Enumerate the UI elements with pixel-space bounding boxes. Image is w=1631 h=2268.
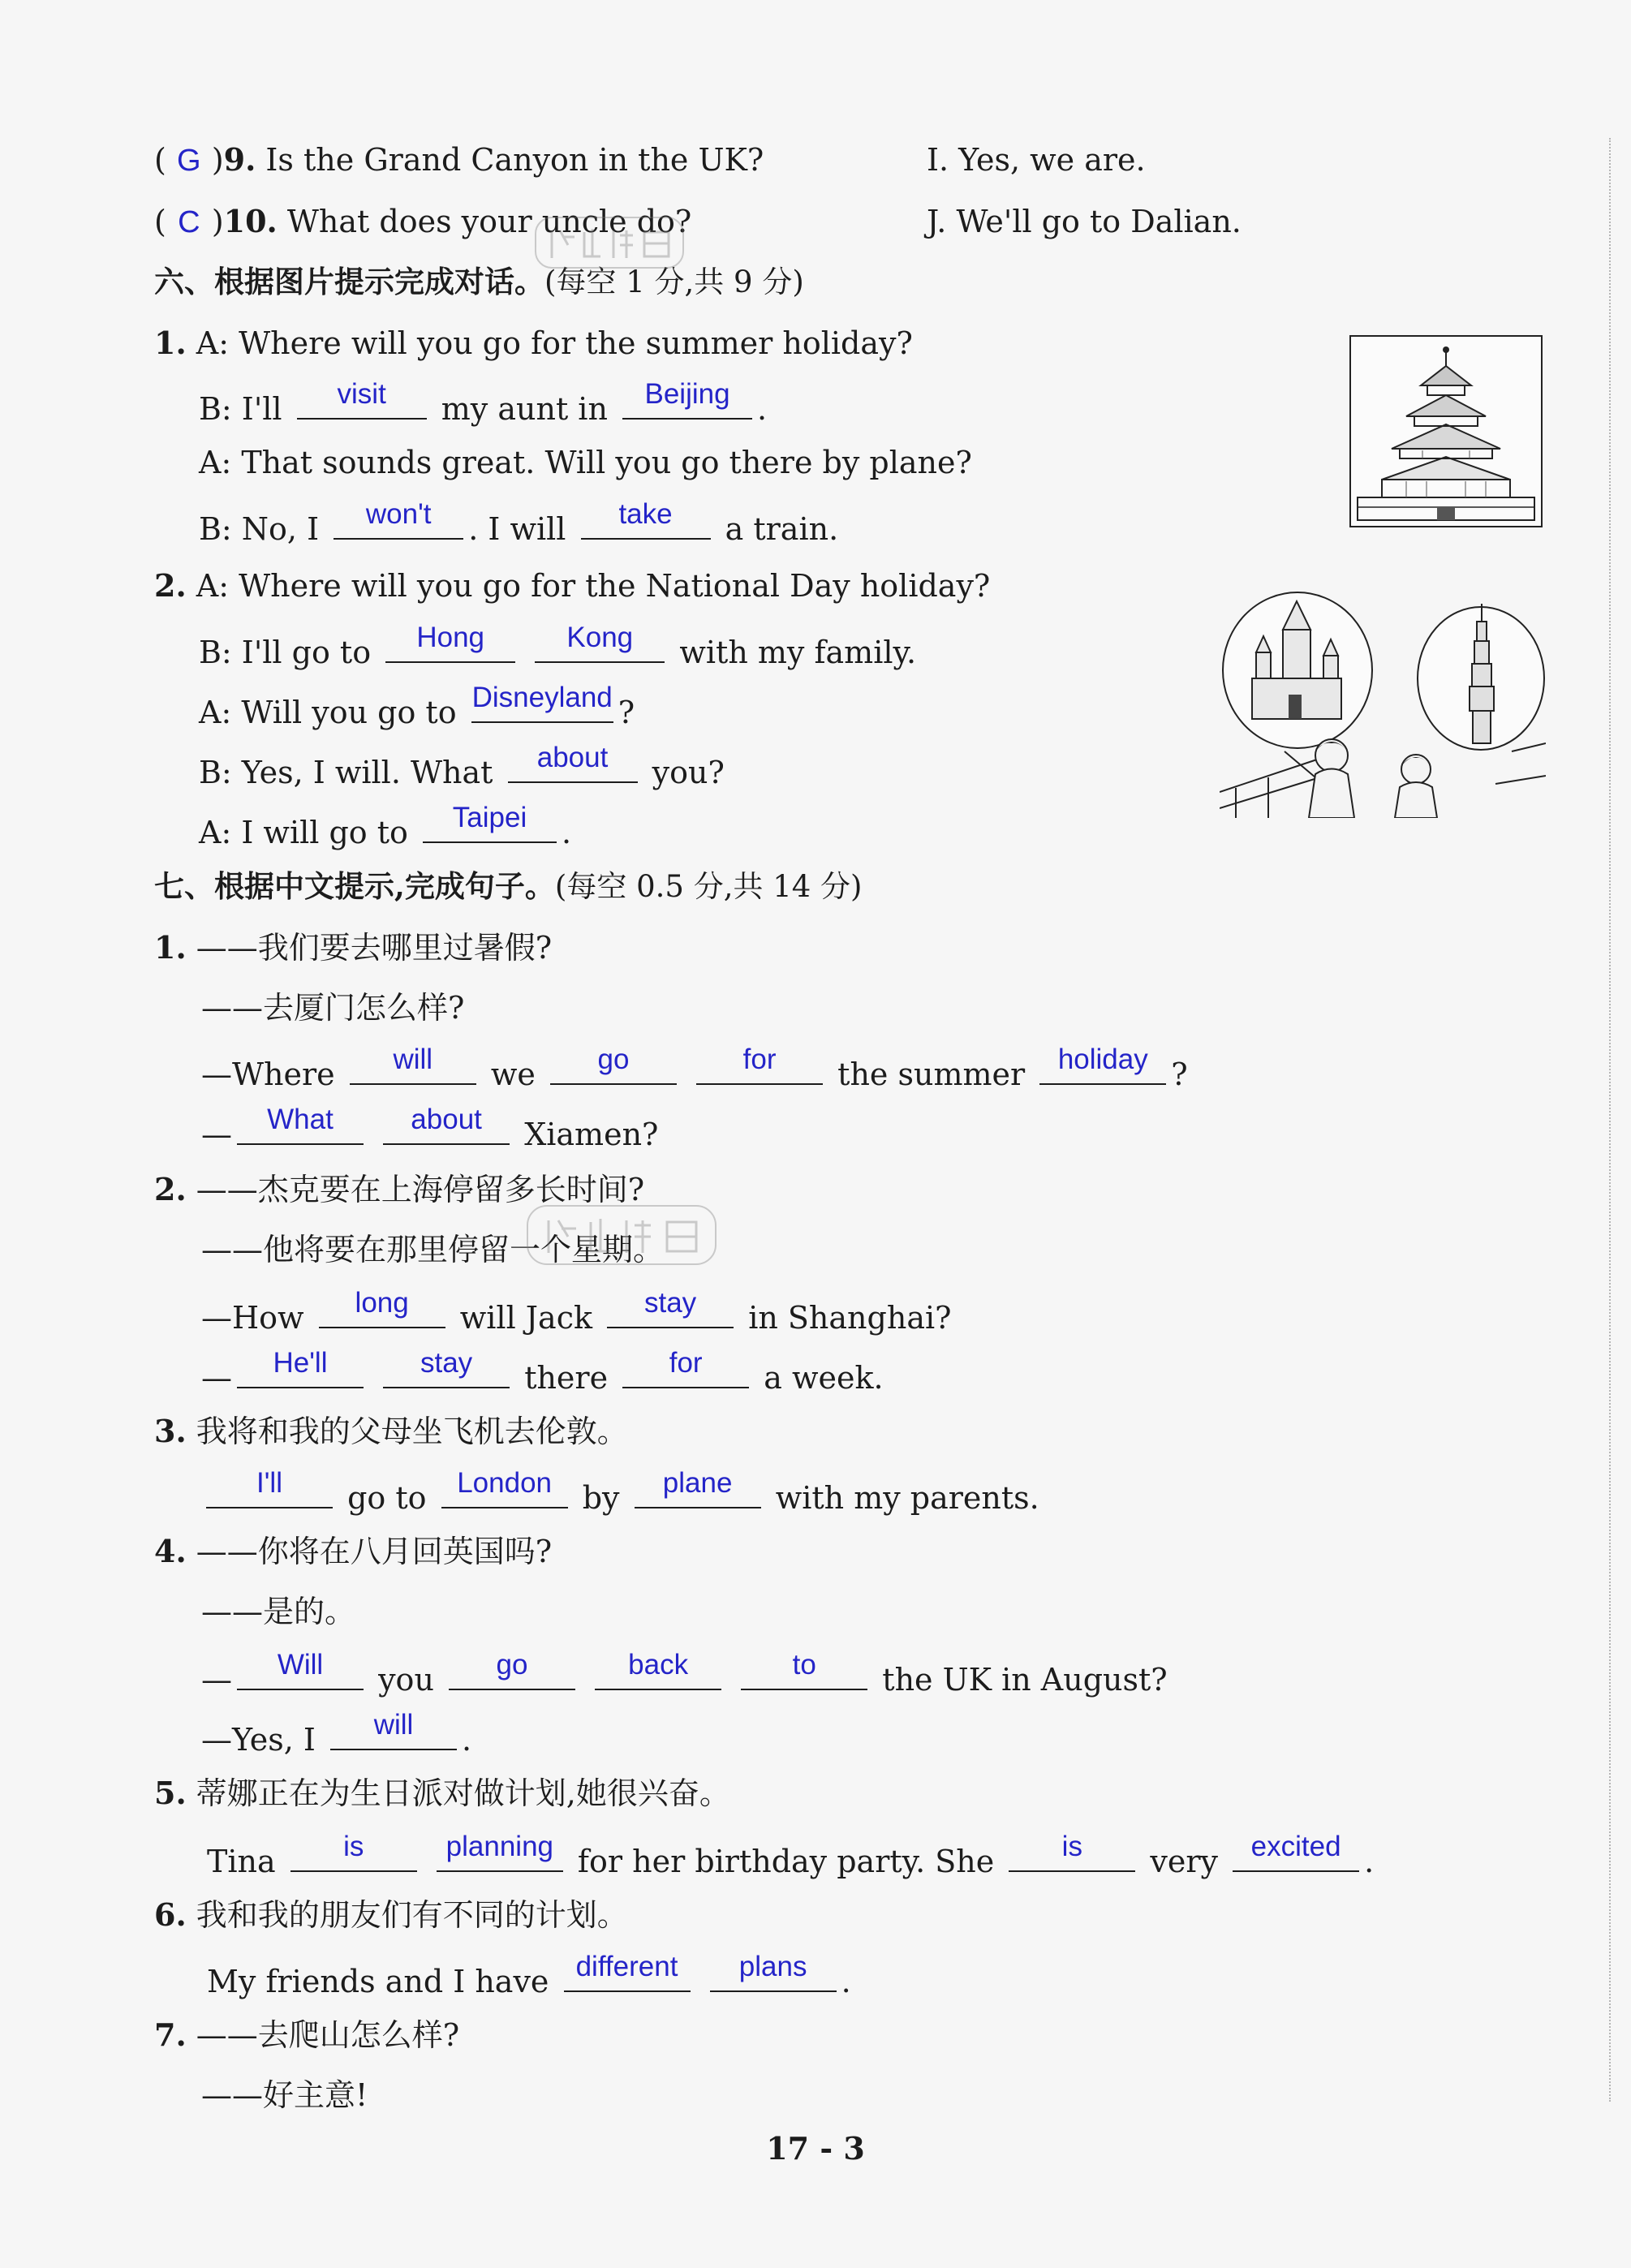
question-text: Is the Grand Canyon in the UK? bbox=[265, 142, 764, 178]
dialogue-2-line-3 bbox=[199, 682, 635, 730]
q2-english-1 bbox=[201, 1287, 952, 1336]
sentence-text: the UK in August? bbox=[882, 1662, 1168, 1698]
dialogue-1-line-3: A: That sounds great. Will you go there by plane? bbox=[199, 445, 972, 480]
sentence-text: by bbox=[582, 1480, 620, 1516]
dialogue-text: you? bbox=[652, 755, 725, 790]
q6-chinese-1 bbox=[154, 1895, 628, 1935]
sentence-text: the summer bbox=[837, 1057, 1026, 1092]
answer-blank bbox=[385, 622, 515, 663]
answer-blank bbox=[334, 498, 463, 540]
dialogue-text: A: I will go to bbox=[199, 815, 408, 850]
answer-blank bbox=[741, 1649, 867, 1690]
dialogue-2-line-5 bbox=[199, 802, 572, 850]
section-6-heading bbox=[154, 261, 804, 302]
q3-english-1 bbox=[201, 1467, 1039, 1516]
sentence-text: —Yes, I bbox=[201, 1722, 316, 1758]
section-title: 六、根据图片提示完成对话。 bbox=[154, 264, 544, 299]
dialogue-1-line-1 bbox=[154, 323, 913, 364]
question-number: 6. bbox=[154, 1896, 187, 1933]
answer-blank bbox=[696, 1044, 823, 1085]
answer-blank bbox=[1009, 1831, 1135, 1872]
sentence-text: . bbox=[462, 1722, 472, 1758]
sentence-text: — bbox=[201, 1662, 232, 1698]
q1-english-1 bbox=[201, 1044, 1188, 1092]
question-number: 1. bbox=[154, 325, 187, 361]
section-score-note: (每空 1 分,共 9 分) bbox=[544, 265, 804, 299]
answer-text: What bbox=[267, 1104, 334, 1135]
chinese-prompt: ——你将在八月回英国吗? bbox=[196, 1534, 553, 1569]
paren-open: ( bbox=[154, 142, 166, 178]
answer-text: He'll bbox=[273, 1347, 328, 1379]
paren-open: ( bbox=[154, 204, 166, 239]
answer-text: planning bbox=[445, 1831, 553, 1862]
chinese-prompt: ——我们要去哪里过暑假? bbox=[196, 930, 553, 966]
sentence-text: ? bbox=[1171, 1057, 1188, 1092]
answer-text: London bbox=[457, 1467, 553, 1499]
q4-chinese-1 bbox=[154, 1531, 552, 1572]
dialogue-text: a train. bbox=[725, 511, 839, 547]
page-number: 17 - 3 bbox=[766, 2130, 865, 2167]
option-j: J. We'll go to Dalian. bbox=[927, 204, 1242, 239]
dialogue-text: A: Where will you go for the National Day holiday? bbox=[196, 568, 991, 604]
answer-text: plans bbox=[738, 1951, 807, 1982]
answer-text: plane bbox=[662, 1467, 733, 1499]
sentence-text: — bbox=[201, 1360, 232, 1396]
answer-blank bbox=[441, 1467, 568, 1508]
answer-text: to bbox=[792, 1649, 816, 1681]
dialogue-2-line-4 bbox=[199, 742, 725, 790]
answer-text: excited bbox=[1250, 1831, 1341, 1862]
dialogue-text: A: Will you go to bbox=[199, 695, 457, 730]
q2-chinese-2: ——他将要在那里停留一个星期。 bbox=[201, 1232, 665, 1267]
chinese-prompt: 我和我的朋友们有不同的计划。 bbox=[196, 1897, 628, 1933]
answer-blank bbox=[237, 1104, 364, 1145]
answer-10: C bbox=[178, 205, 200, 239]
answer-blank bbox=[237, 1649, 364, 1690]
sentence-text: there bbox=[524, 1360, 609, 1396]
question-number: 5. bbox=[154, 1775, 187, 1811]
answer-blank bbox=[319, 1287, 445, 1328]
sentence-text: for her birthday party. She bbox=[577, 1844, 995, 1879]
question-number: 1. bbox=[154, 929, 187, 966]
answer-text: take bbox=[618, 498, 673, 530]
dialogue-1-line-2 bbox=[199, 378, 768, 427]
answer-text: is bbox=[343, 1831, 364, 1862]
answer-blank bbox=[595, 1649, 721, 1690]
answer-text: will bbox=[393, 1044, 433, 1075]
sentence-text: Tina bbox=[207, 1844, 276, 1879]
question-number: 4. bbox=[154, 1533, 187, 1569]
dialogue-text: B: I'll bbox=[199, 391, 282, 427]
sentence-text: you bbox=[378, 1662, 434, 1698]
q1-chinese-1 bbox=[154, 927, 552, 968]
answer-blank bbox=[237, 1347, 364, 1388]
answer-text: will bbox=[373, 1709, 414, 1741]
sentence-text: a week. bbox=[764, 1360, 884, 1396]
answer-text: back bbox=[628, 1649, 689, 1681]
q3-chinese-1 bbox=[154, 1411, 628, 1452]
answer-blank bbox=[535, 622, 665, 663]
answer-blank bbox=[622, 378, 752, 420]
question-number: 9. bbox=[223, 141, 256, 178]
sentence-text: go to bbox=[347, 1480, 427, 1516]
answer-blank bbox=[383, 1347, 510, 1388]
dialogue-text: my aunt in bbox=[441, 391, 608, 427]
dialogue-text: ? bbox=[618, 695, 635, 730]
answer-blank bbox=[1039, 1044, 1166, 1085]
answer-blank bbox=[1233, 1831, 1359, 1872]
answer-text: go bbox=[597, 1044, 630, 1075]
answer-blank bbox=[581, 498, 711, 540]
sentence-text: —Where bbox=[201, 1057, 335, 1092]
answer-blank bbox=[330, 1709, 457, 1750]
chinese-prompt: 蒂娜正在为生日派对做计划,她很兴奋。 bbox=[196, 1775, 730, 1811]
answer-blank bbox=[423, 802, 557, 843]
paren-close: ) bbox=[211, 142, 224, 178]
q7-chinese-1 bbox=[154, 2015, 459, 2055]
q4-chinese-2: ——是的。 bbox=[201, 1594, 356, 1629]
answer-text: Will bbox=[277, 1649, 324, 1681]
dialogue-text: . bbox=[757, 391, 768, 427]
watermark-logo bbox=[532, 213, 686, 273]
q4-english-1 bbox=[201, 1649, 1168, 1698]
sentence-text: with my parents. bbox=[775, 1480, 1039, 1516]
dialogue-2-line-2 bbox=[199, 622, 917, 670]
answer-blank bbox=[383, 1104, 510, 1145]
q1-chinese-2: ——去厦门怎么样? bbox=[201, 990, 465, 1026]
answer-text: Taipei bbox=[452, 802, 527, 833]
answer-text: go bbox=[496, 1649, 528, 1681]
answer-blank bbox=[564, 1951, 691, 1992]
answer-text: for bbox=[669, 1347, 703, 1379]
sentence-text: will Jack bbox=[459, 1300, 592, 1336]
sentence-text: —How bbox=[201, 1300, 304, 1336]
dialogue-text: . bbox=[562, 815, 572, 850]
question-number: 2. bbox=[154, 567, 187, 604]
chinese-prompt: ——杰克要在上海停留多长时间? bbox=[196, 1172, 645, 1207]
answer-text: Hong bbox=[416, 622, 485, 653]
dialogue-text: B: No, I bbox=[199, 511, 320, 547]
answer-text: stay bbox=[643, 1287, 697, 1319]
answer-text: holiday bbox=[1057, 1044, 1148, 1075]
q2-english-2 bbox=[201, 1347, 884, 1396]
answer-text: stay bbox=[420, 1347, 473, 1379]
sentence-text: — bbox=[201, 1117, 232, 1152]
answer-blank bbox=[635, 1467, 761, 1508]
answer-text: for bbox=[742, 1044, 777, 1075]
q5-chinese-1 bbox=[154, 1773, 730, 1814]
answer-blank bbox=[297, 378, 427, 420]
answer-blank bbox=[437, 1831, 563, 1872]
answer-text: Disneyland bbox=[471, 682, 613, 713]
sentence-text: we bbox=[490, 1057, 536, 1092]
answer-text: I'll bbox=[256, 1467, 282, 1499]
answer-blank bbox=[449, 1649, 575, 1690]
sentence-text: Xiamen? bbox=[524, 1117, 659, 1152]
q4-english-2 bbox=[201, 1709, 472, 1758]
sentence-text: . bbox=[841, 1964, 851, 1999]
answer-text: about bbox=[536, 742, 609, 773]
sentence-text: My friends and I have bbox=[207, 1964, 549, 1999]
answer-text: visit bbox=[337, 378, 386, 410]
question-9 bbox=[154, 140, 764, 180]
dialogue-1-line-4 bbox=[199, 498, 839, 547]
answer-text: different bbox=[575, 1951, 678, 1982]
question-number: 2. bbox=[154, 1171, 187, 1207]
answer-blank bbox=[607, 1287, 734, 1328]
dialogue-text: with my family. bbox=[679, 635, 917, 670]
sentence-text: in Shanghai? bbox=[748, 1300, 952, 1336]
answer-9: G bbox=[177, 144, 201, 178]
q6-english-1 bbox=[207, 1951, 851, 1999]
q5-english-1 bbox=[207, 1831, 1375, 1879]
answer-blank bbox=[471, 682, 613, 723]
answer-text: is bbox=[1061, 1831, 1082, 1862]
answer-blank bbox=[508, 742, 638, 783]
disneyland-taipei-image bbox=[1220, 589, 1546, 818]
option-i: I. Yes, we are. bbox=[927, 142, 1146, 178]
answer-text: Beijing bbox=[644, 378, 730, 410]
answer-text: long bbox=[355, 1287, 409, 1319]
dialogue-text: . I will bbox=[468, 511, 566, 547]
sentence-text: very bbox=[1150, 1844, 1218, 1879]
paren-close: ) bbox=[211, 204, 224, 239]
temple-of-heaven-image bbox=[1349, 335, 1543, 527]
answer-blank bbox=[550, 1044, 677, 1085]
dialogue-text: B: I'll go to bbox=[199, 635, 372, 670]
q1-english-2 bbox=[201, 1104, 659, 1152]
chinese-prompt: 我将和我的父母坐飞机去伦敦。 bbox=[196, 1414, 628, 1449]
page-margin-line bbox=[1609, 138, 1611, 2102]
section-7-heading bbox=[154, 866, 863, 906]
answer-text: won't bbox=[365, 498, 432, 530]
answer-text: about bbox=[411, 1104, 482, 1135]
question-number: 7. bbox=[154, 2016, 187, 2053]
answer-text: Kong bbox=[566, 622, 634, 653]
question-number: 3. bbox=[154, 1413, 187, 1449]
answer-blank bbox=[350, 1044, 476, 1085]
q7-chinese-2: ——好主意! bbox=[201, 2077, 368, 2113]
dialogue-2-line-1 bbox=[154, 566, 990, 606]
answer-blank bbox=[710, 1951, 837, 1992]
answer-blank bbox=[206, 1467, 333, 1508]
question-number: 10. bbox=[223, 203, 278, 239]
watermark-logo bbox=[524, 1201, 719, 1271]
dialogue-text: A: Where will you go for the summer holiday? bbox=[196, 325, 913, 361]
chinese-prompt: ——去爬山怎么样? bbox=[196, 2017, 460, 2053]
answer-blank bbox=[622, 1347, 749, 1388]
answer-blank bbox=[290, 1831, 417, 1872]
section-title: 七、根据中文提示,完成句子。 bbox=[154, 868, 555, 904]
sentence-text: . bbox=[1364, 1844, 1375, 1879]
question-text: What does your uncle do? bbox=[286, 204, 692, 239]
section-score-note: (每空 0.5 分,共 14 分) bbox=[554, 869, 863, 904]
dialogue-text: B: Yes, I will. What bbox=[199, 755, 493, 790]
